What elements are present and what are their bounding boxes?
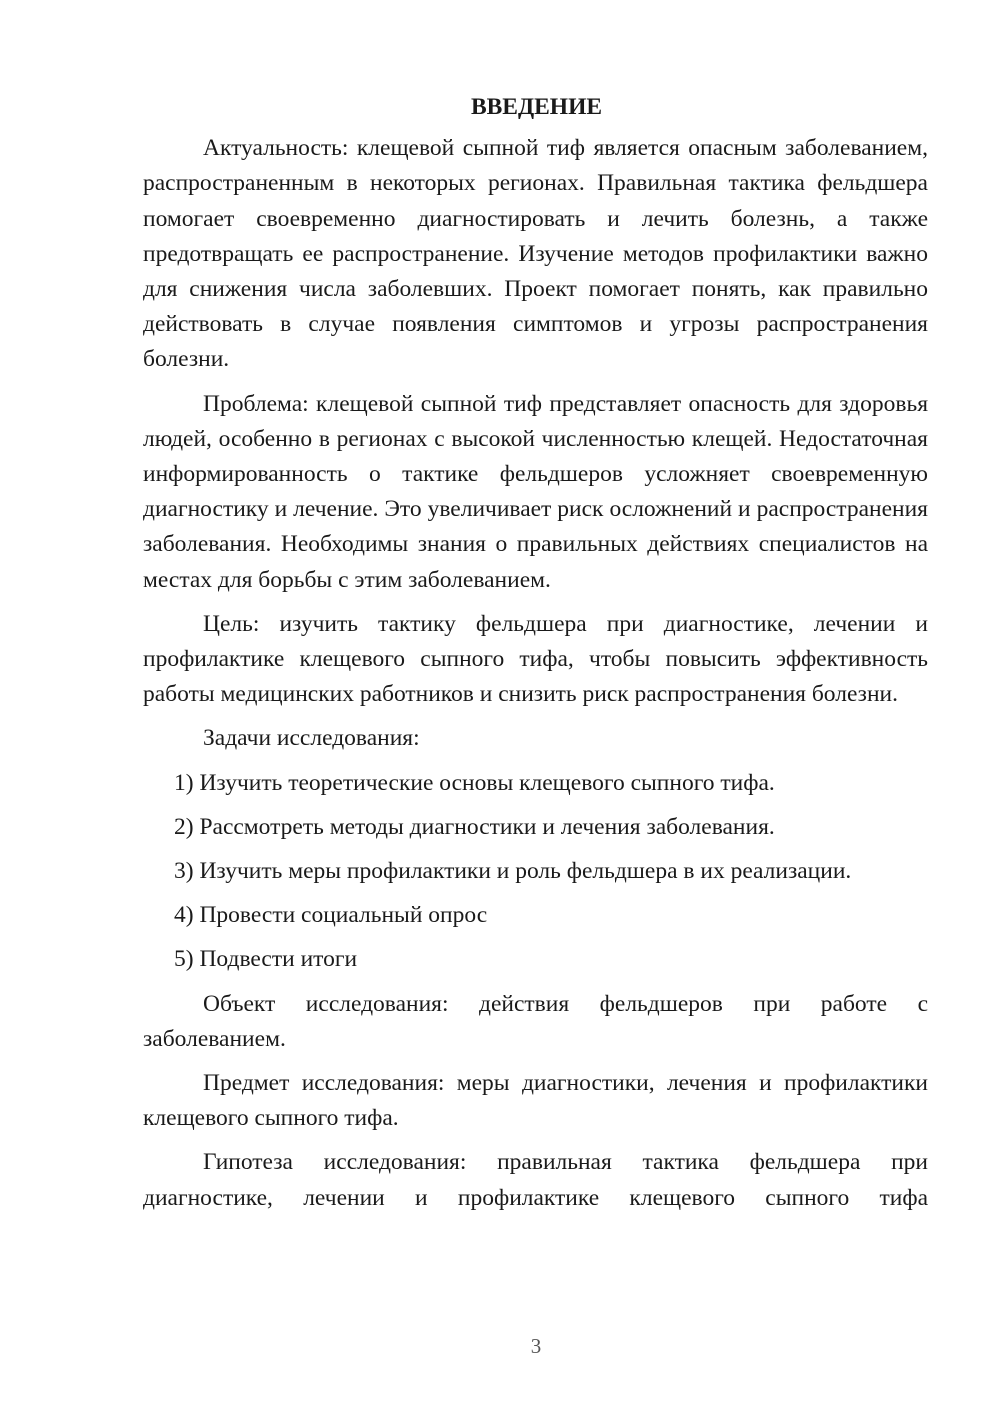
paragraph-problem: Проблема: клещевой сыпной тиф представляет опасность для здоровья людей, особенно в регионах с высокой численностью клещей. Недостаточная информированность о тактике фельдшеров усложняет своевременную диагностику и лечение. Это увеличивает риск осложнений и распространения заболевания. Необходимы знания о правильных действиях специалистов на местах для борьбы с этим заболеванием. xyxy=(143,390,928,593)
paragraph-object: Объект исследования: действия фельдшеров при работе с заболеванием. xyxy=(143,990,928,1052)
task-item-4: 4) Провести социальный опрос xyxy=(174,902,488,929)
tasks-heading: Задачи исследования: xyxy=(203,725,420,752)
paragraph-relevance: Актуальность: клещевой сыпной тиф является опасным заболеванием, распространенным в некоторых регионах. Правильная тактика фельдшера помогает своевременно диагностировать и лечить болезнь, а также предотвращать ее распространение. Изучение методов профилактики важно для снижения числа заболевших. Проект помогает понять, как правильно действовать в случае появления симптомов и угрозы распространения болезни. xyxy=(143,135,928,373)
paragraph-subject: Предмет исследования: меры диагностики, лечения и профилактики клещевого сыпного тифа. xyxy=(143,1070,928,1132)
task-item-3: 3) Изучить меры профилактики и роль фельдшера в их реализации. xyxy=(174,858,852,885)
task-item-2: 2) Рассмотреть методы диагностики и лечения заболевания. xyxy=(174,813,775,840)
paragraph-hypothesis: Гипотеза исследования: правильная тактика фельдшера при диагностике, лечении и профилактике клещевого сыпного тифа xyxy=(143,1149,928,1211)
paragraph-goal: Цель: изучить тактику фельдшера при диагностике, лечении и профилактике клещевого сыпного тифа, чтобы повысить эффективность работы медицинских работников и снизить риск распространения болезни. xyxy=(143,610,928,708)
page-number: 3 xyxy=(530,1334,542,1358)
task-item-5: 5) Подвести итоги xyxy=(174,946,358,973)
section-title: ВВЕДЕНИЕ xyxy=(470,94,603,120)
task-item-1: 1) Изучить теоретические основы клещевого сыпного тифа. xyxy=(174,769,775,796)
page-content xyxy=(143,90,928,1225)
